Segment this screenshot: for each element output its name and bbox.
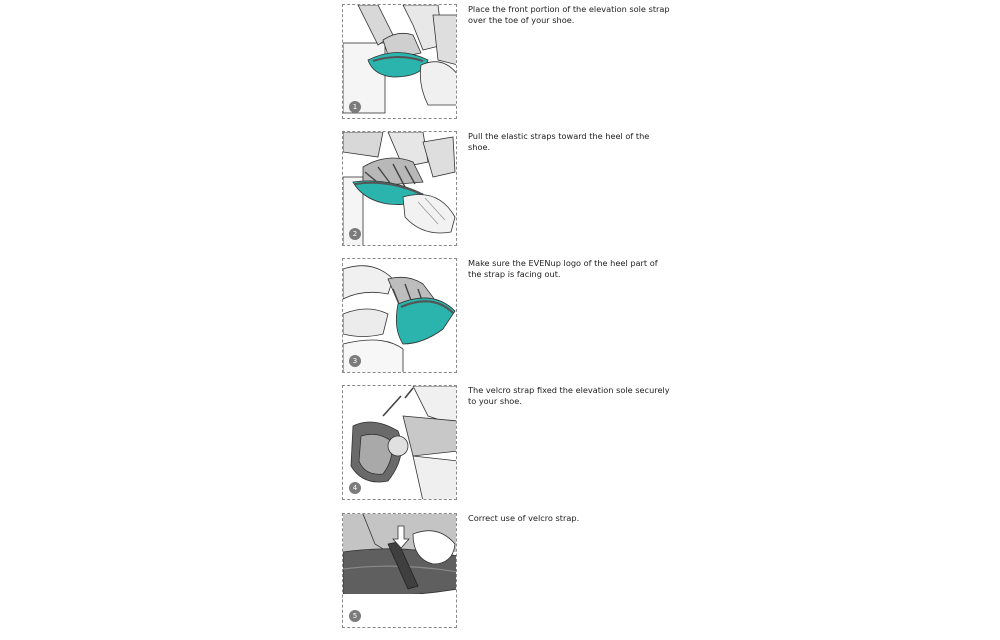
instruction-step-5 xyxy=(342,513,672,631)
step-1-illustration xyxy=(342,4,457,119)
step-4-illustration xyxy=(342,385,457,500)
velcro-strap-illustration xyxy=(343,386,457,500)
step-3-text: Make sure the EVENup logo of the heel part of the strap is facing out. xyxy=(468,258,658,279)
step-2-text: Pull the elastic straps toward the heel of the shoe. xyxy=(468,131,650,152)
step-number-badge: 4 xyxy=(349,482,361,494)
instruction-step-1 xyxy=(342,4,672,122)
instruction-step-4 xyxy=(342,385,672,503)
step-3-illustration xyxy=(342,258,457,373)
instruction-step-2 xyxy=(342,131,672,249)
heel-logo-illustration xyxy=(343,259,457,373)
step-4-text: The velcro strap fixed the elevation sole securely to your shoe. xyxy=(468,385,670,406)
step-2-illustration xyxy=(342,131,457,246)
instruction-step-3 xyxy=(342,258,672,376)
shoe-strap-toe-illustration xyxy=(343,5,457,119)
step-5-text: Correct use of velcro strap. xyxy=(468,513,580,523)
step-1-text: Place the front portion of the elevation sole strap over the toe of your shoe. xyxy=(468,4,670,25)
velcro-correct-use-illustration xyxy=(343,514,457,628)
step-number-badge: 1 xyxy=(349,101,361,113)
step-number-badge: 3 xyxy=(349,355,361,367)
step-number-badge: 5 xyxy=(349,610,361,622)
elastic-strap-pull-illustration xyxy=(343,132,457,246)
step-5-illustration xyxy=(342,513,457,628)
step-number-badge: 2 xyxy=(349,228,361,240)
